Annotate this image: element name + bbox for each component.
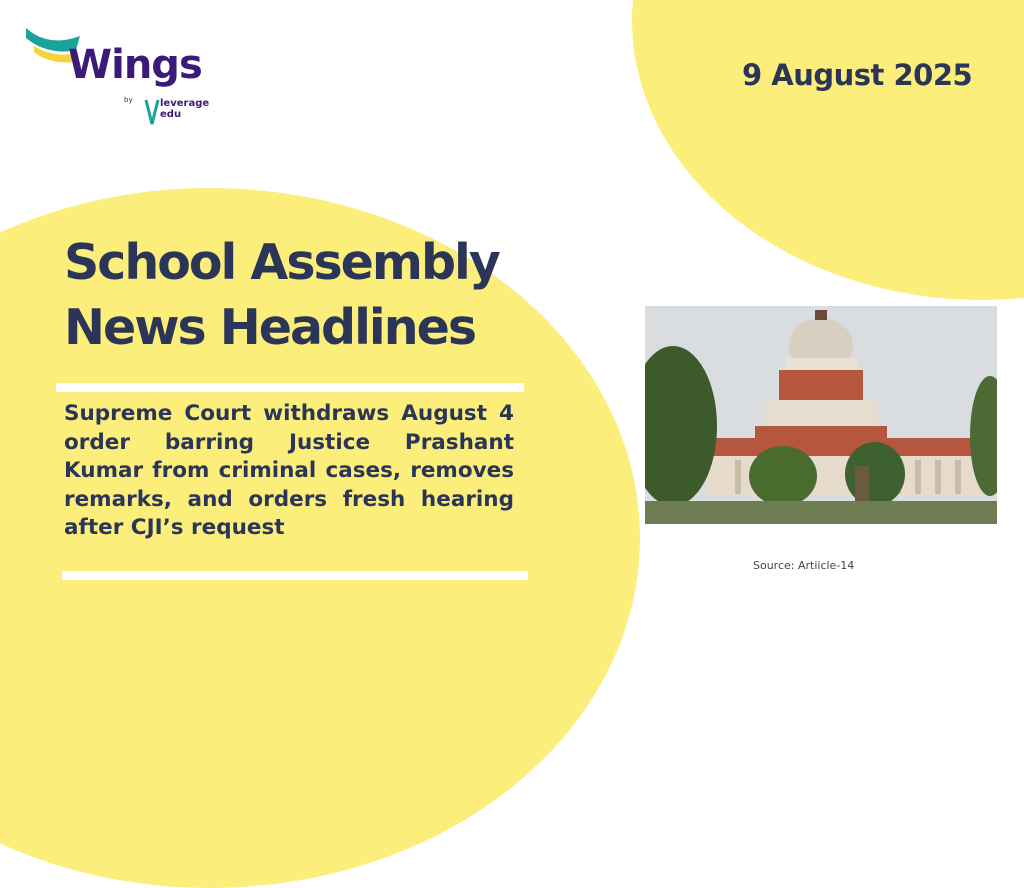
leverage-edu-icon — [144, 98, 160, 128]
page-title — [64, 230, 544, 360]
logo-brand-line2: edu — [160, 109, 182, 120]
title-line-1: School Assembly — [64, 234, 499, 291]
news-headline: Supreme Court withdraws August 4 order barring Justice Prashant Kumar from criminal cases, removes remarks, and orders fresh hearing after CJI’s request — [64, 401, 514, 540]
logo-brand-line1: leverage — [160, 98, 210, 109]
image-source-credit: Source: Artiicle-14 — [753, 559, 855, 572]
divider-top — [56, 383, 524, 392]
supreme-court-photo — [645, 306, 997, 524]
top-right-yellow-shape — [632, 0, 1024, 300]
wings-logo — [24, 24, 224, 134]
logo-by: by — [124, 96, 133, 104]
logo-wordmark: Wings — [68, 42, 202, 88]
date-label: 9 August 2025 — [742, 58, 973, 92]
supreme-court-building-image — [645, 306, 997, 524]
divider-bottom — [62, 571, 528, 580]
title-line-2: News Headlines — [64, 299, 475, 356]
leverage-edu-text — [160, 98, 209, 120]
